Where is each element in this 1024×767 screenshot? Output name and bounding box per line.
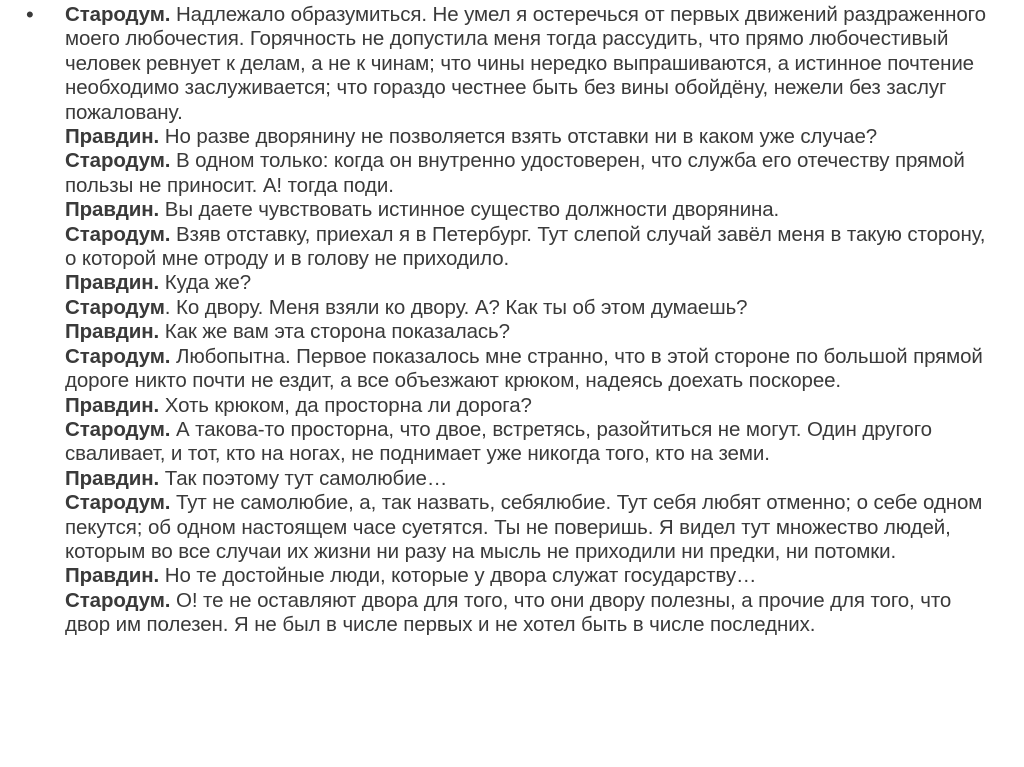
line-text: Но разве дворянину не позволяется взять отставки ни в каком уже случае? (159, 125, 878, 149)
line-text: Куда же? (159, 271, 252, 295)
dialogue-line (65, 223, 995, 272)
speaker-name: Стародум. (65, 344, 171, 368)
speaker-name: Правдин. (65, 393, 160, 417)
dialogue-text (65, 3, 995, 638)
dialogue-line (65, 149, 995, 198)
speaker-name: Стародум. (65, 491, 171, 515)
line-text: Как же вам эта сторона показалась? (159, 320, 510, 344)
dialogue-line (65, 418, 995, 467)
line-text: Любопытна. Первое показалось мне странно, что в этой стороне по большой прямой дороге никто почти не ездит, а все объезжают крюком, надеясь доехать поскорее. (65, 344, 983, 393)
dialogue-line (65, 345, 995, 394)
speaker-name: Правдин. (65, 125, 160, 149)
line-text: А такова-то просторна, что двое, встретясь, разойтиться не могут. Один другого сваливает, и тот, кто на ногах, не поднимает уже никогда того, кто на земи. (65, 417, 932, 466)
dialogue-line (65, 125, 995, 149)
dialogue-line (65, 394, 995, 418)
dialogue-line (65, 491, 995, 564)
line-text: Вы даете чувствовать истинное существо должности дворянина. (159, 198, 780, 222)
dialogue-line (65, 589, 995, 638)
speaker-name: Стародум. (65, 3, 171, 26)
dialogue-line (65, 564, 995, 588)
bullet-marker: • (26, 2, 34, 27)
line-text: . Ко двору. Меня взяли ко двору. А? Как ты об этом думаешь? (164, 295, 748, 319)
speaker-name: Правдин. (65, 198, 160, 222)
speaker-name: Правдин. (65, 466, 160, 490)
line-text: В одном только: когда он внутренно удостоверен, что служба его отечеству прямой пользы не приносит. А! тогда поди. (65, 149, 965, 197)
speaker-name: Стародум (65, 295, 165, 319)
speaker-name: Правдин. (65, 271, 160, 295)
dialogue-line (65, 320, 995, 344)
speaker-name: Стародум. (65, 588, 171, 612)
dialogue-line (65, 467, 995, 491)
dialogue-line (65, 198, 995, 222)
line-text: Тут не самолюбие, а, так назвать, себялюбие. Тут себя любят отменно; о себе одном пекутся; об одном настоящем часе суетятся. Ты не поверишь. Я видел тут множество людей, которым во все случаи их жизни ни разу на мысль не приходили ни предки, ни потомки. (65, 491, 983, 563)
line-text: Но те достойные люди, которые у двора служат государству… (159, 564, 757, 588)
dialogue-line (65, 3, 995, 125)
line-text: Так поэтому тут самолюбие… (159, 466, 448, 490)
speaker-name: Стародум. (65, 149, 171, 173)
line-text: Надлежало образумиться. Не умел я остеречься от первых движений раздраженного моего любочестия. Горячность не допустила меня тогда рассудить, что прямо любочестивый человек ревнует к делам, а не к чинам; что чины нередко выпрашиваются, а истинное почтение необходимо заслуживается; что гораздо честнее быть без вины обойдёну, нежели без заслуг пожалованy. (65, 3, 986, 124)
dialogue-line (65, 271, 995, 295)
speaker-name: Стародум. (65, 222, 171, 246)
line-text: Хоть крюком, да просторна ли дорога? (159, 393, 532, 417)
speaker-name: Стародум. (65, 417, 171, 441)
dialogue-line (65, 296, 995, 320)
line-text: Взяв отставку, приехал я в Петербург. Тут слепой случай завёл меня в такую сторону, о которой мне отроду и в голову не приходило. (65, 222, 986, 271)
line-text: О! те не оставляют двора для того, что они двору полезны, а прочие для того, что двор им полезен. Я не был в числе первых и не хотел быть в числе последних. (65, 588, 952, 637)
speaker-name: Правдин. (65, 320, 160, 344)
speaker-name: Правдин. (65, 564, 160, 588)
